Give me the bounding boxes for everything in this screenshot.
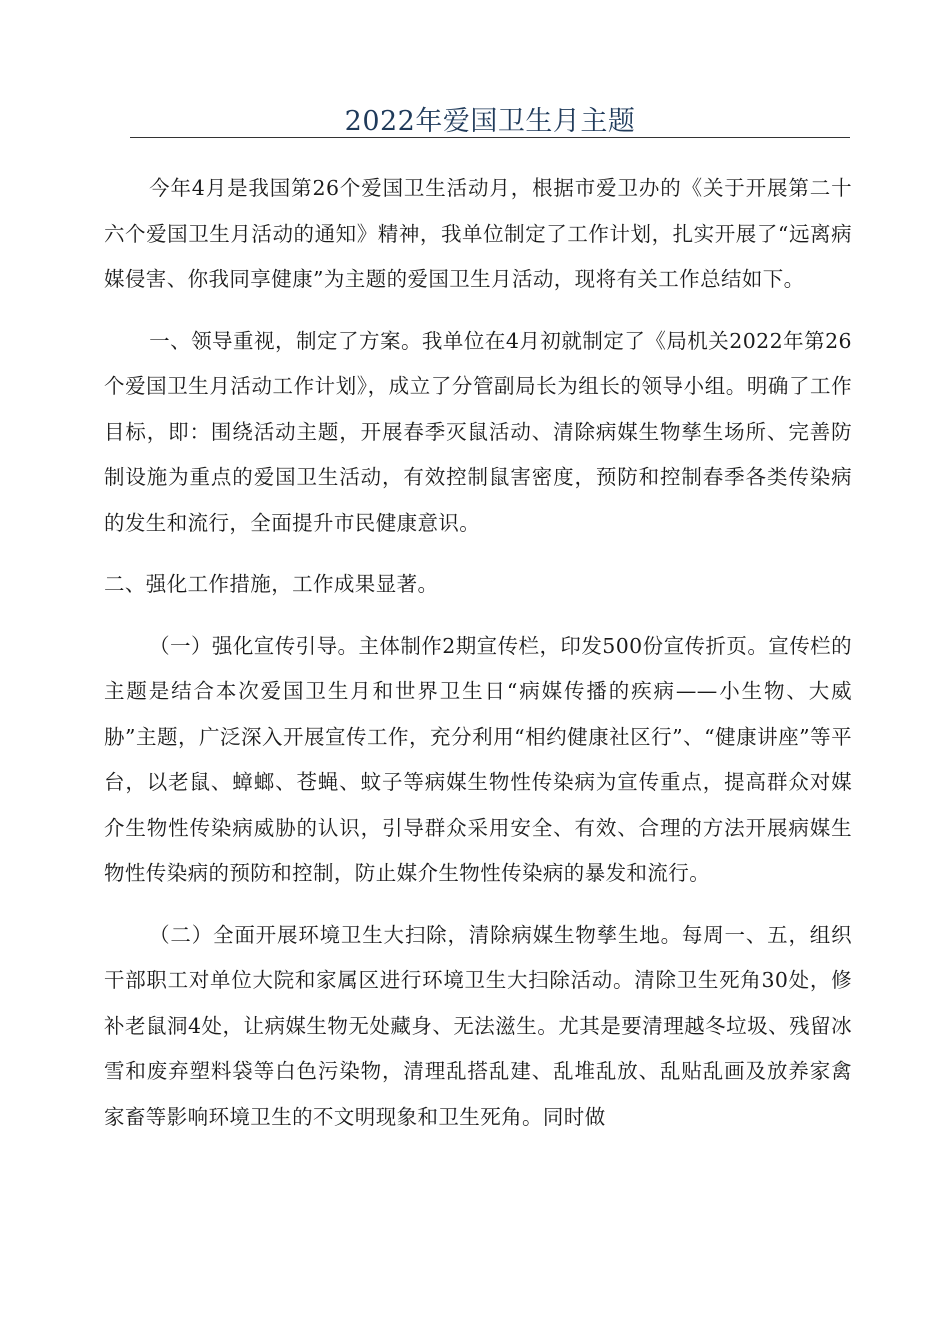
paragraph-subsection-2: （二）全面开展环境卫生大扫除，清除病媒生物孳生地。每周一、五，组织干部职工对单位大院和家属区进行环境卫生大扫除活动。清除卫生死角30处，修补老鼠洞4处，让病媒生物无处藏身、无法滋生。尤其是要清理越冬垃圾、残留冰雪和废弃塑料袋等白色污染物，清理乱搭乱建、乱堆乱放、乱贴乱画及放养家禽家畜等影响环境卫生的不文明现象和卫生死角。同时做 bbox=[104, 922, 852, 1129]
paragraph-section-2-heading: 二、强化工作措施，工作成果显著。 bbox=[104, 572, 439, 596]
title-underline bbox=[130, 137, 850, 138]
document-title: 2022年爱国卫生月主题 bbox=[344, 106, 636, 137]
paragraph-section-1: 一、领导重视，制定了方案。我单位在4月初就制定了《局机关2022年第26个爱国卫生月活动工作计划》，成立了分管副局长为组长的领导小组。明确了工作目标，即：围绕活动主题，开展春季灭鼠活动、清除病媒生物孳生场所、完善防制设施为重点的爱国卫生活动，有效控制鼠害密度，预防和控制春季各类传染病的发生和流行，全面提升市民健康意识。 bbox=[104, 328, 852, 535]
paragraph-intro: 今年4月是我国第26个爱国卫生活动月，根据市爱卫办的《关于开展第二十六个爱国卫生月活动的通知》精神，我单位制定了工作计划，扎实开展了“远离病媒侵害、你我同享健康”为主题的爱国卫生月活动，现将有关工作总结如下。 bbox=[104, 176, 852, 291]
document-body bbox=[104, 166, 852, 1156]
paragraph-subsection-1: （一）强化宣传引导。主体制作2期宣传栏，印发500份宣传折页。宣传栏的主题是结合本次爱国卫生月和世界卫生日“病媒传播的疾病——小生物、大威胁”主题，广泛深入开展宣传工作，充分利用“相约健康社区行”、“健康讲座”等平台，以老鼠、蟑螂、苍蝇、蚊子等病媒生物性传染病为宣传重点，提高群众对媒介生物性传染病威胁的认识，引导群众采用安全、有效、合理的方法开展病媒生物性传染病的预防和控制，防止媒介生物性传染病的暴发和流行。 bbox=[104, 633, 852, 885]
